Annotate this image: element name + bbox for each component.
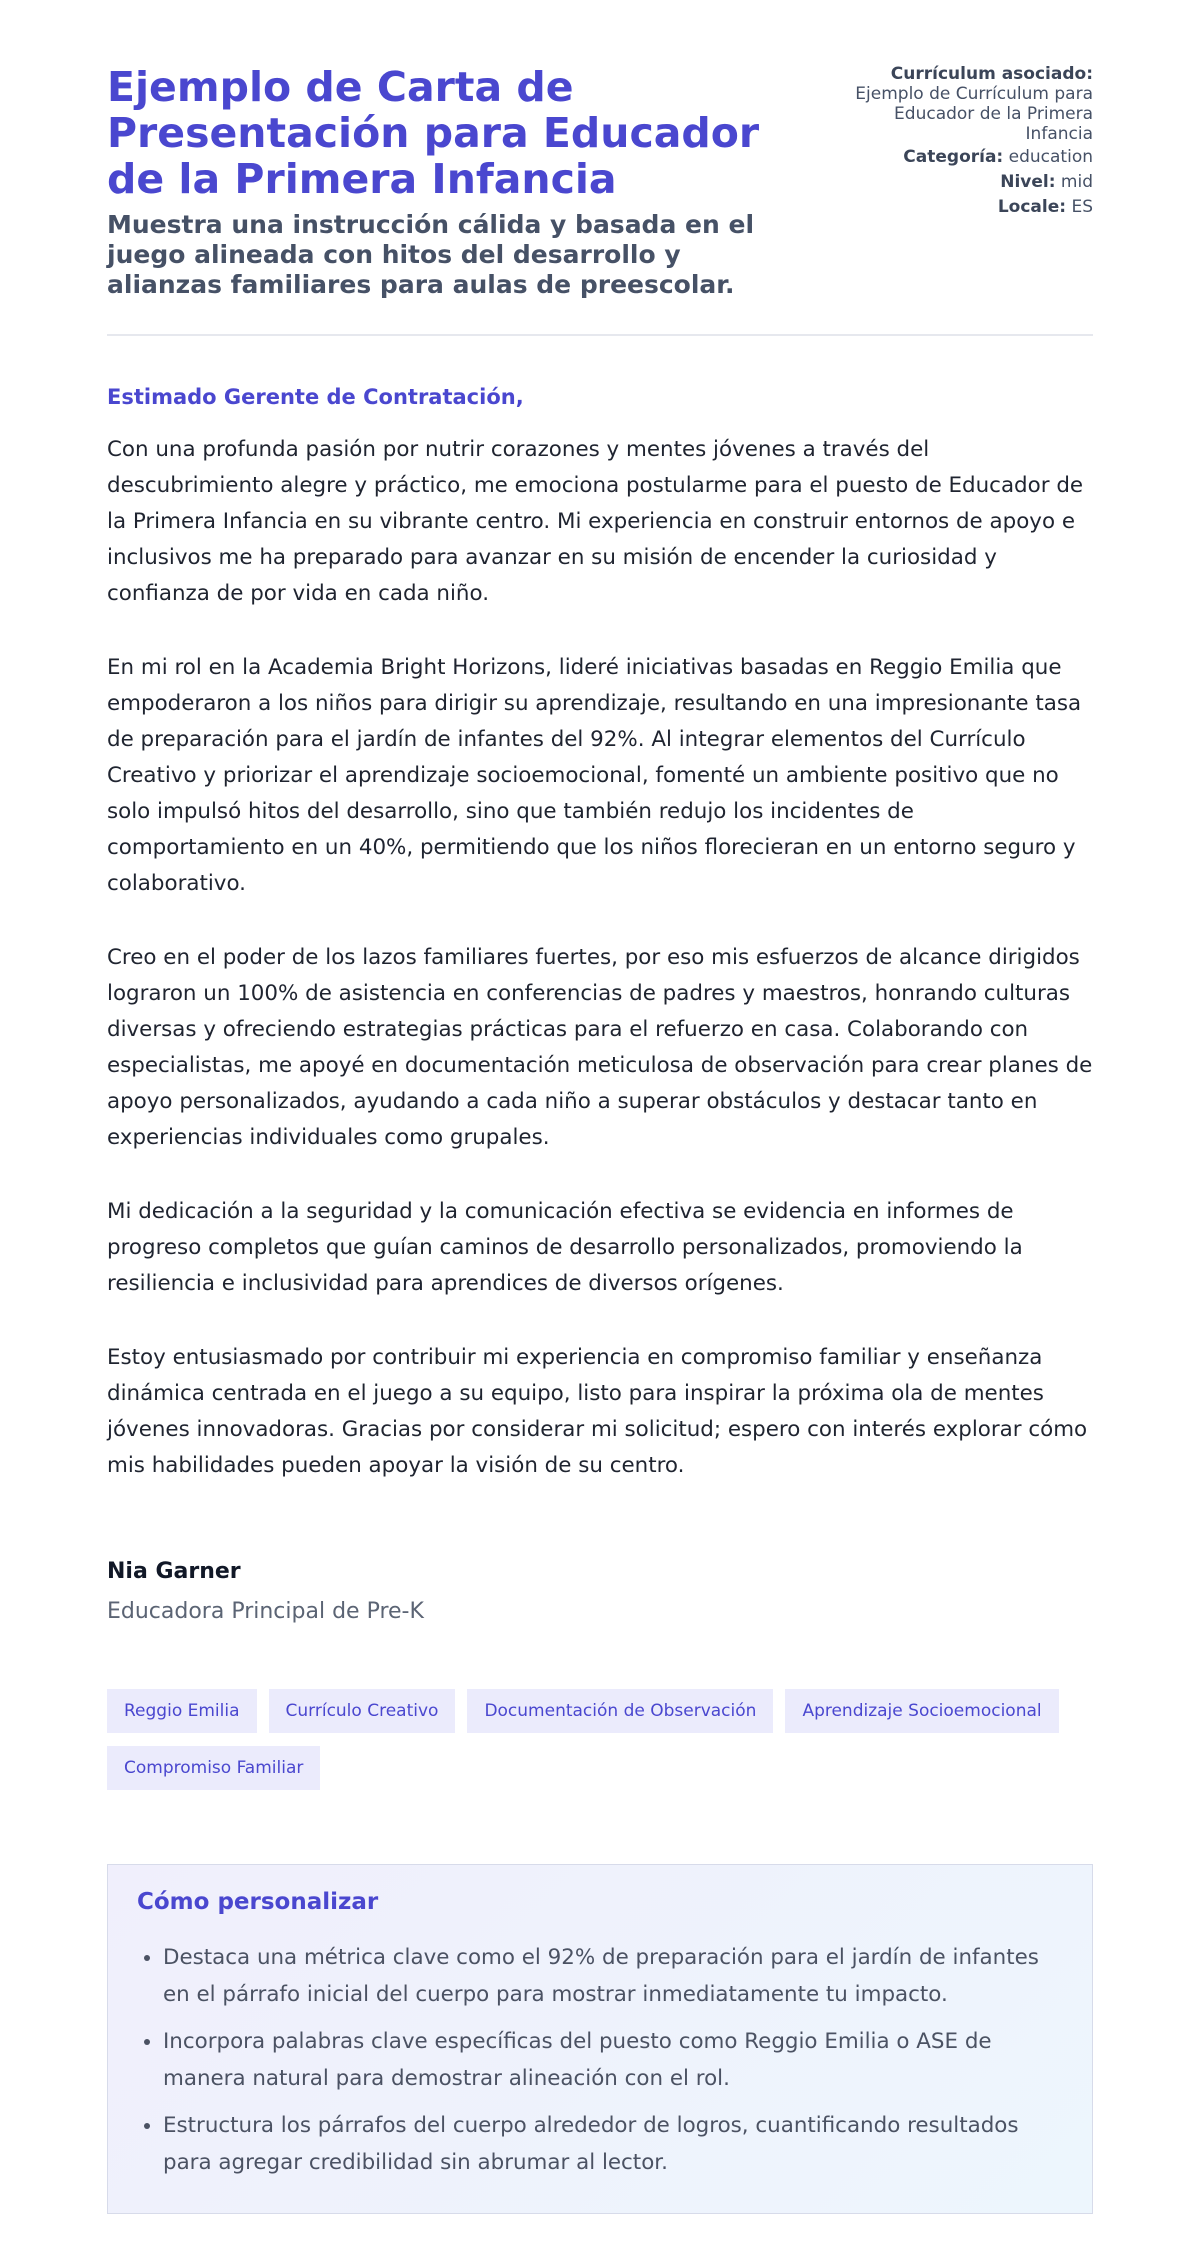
meta-category-value: education [1008, 147, 1093, 167]
skill-tag: Compromiso Familiar [107, 1746, 320, 1790]
header [107, 64, 1093, 300]
meta-resume-label: Currículum asociado: [890, 64, 1093, 84]
letter-paragraph: Mi dedicación a la seguridad y la comunicación efectiva se evidencia en informes de progreso completos que guían caminos de desarrollo personalizados, promoviendo la resiliencia e inclusividad para aprendices de diversos orígenes. [107, 1199, 1023, 1296]
letter-paragraph: En mi rol en la Academia Bright Horizons, lideré iniciativas basadas en Reggio Emilia que empoderaron a los niños para dirigir su aprendizaje, resultando en una impresionante tasa de preparación para el jardín de infantes del 92%. Al integrar elementos del Currículo Creativo y priorizar el aprendizaje socioemocional, fomenté un ambiente positivo que no solo impulsó hitos del desarrollo, sino que también redujo los incidentes de comportamiento en un 40%, permitiendo que los niños florecieran en un entorno seguro y colaborativo. [107, 655, 1082, 896]
salutation: Estimado Gerente de Contratación, [107, 385, 524, 409]
letter-paragraph: Creo en el poder de los lazos familiares fuertes, por eso mis esfuerzos de alcance dirigidos lograron un 100% de asistencia en conferencias de padres y maestros, honrando culturas diversas y ofreciendo estrategias prácticas para el refuerzo en casa. Colaborando con especialistas, me apoyé en documentación meticulosa de observación para crear planes de apoyo personalizados, ayudando a cada niño a superar obstáculos y destacar tanto en experiencias individuales como grupales. [107, 945, 1093, 1150]
meta-category-label: Categoría: [903, 147, 1004, 167]
meta-resume-value: Ejemplo de Currículum para Educador de la Primera Infancia [855, 84, 1093, 144]
meta-category [843, 147, 1093, 167]
page-subtitle: Muestra una instrucción cálida y basada en el juego alineada con hitos del desarrollo y alianzas familiares para aulas de preescolar. [107, 210, 755, 299]
skill-tag: Currículo Creativo [269, 1689, 456, 1733]
tip-item: • Estructura los párrafos del cuerpo alrededor de logros, cuantificando resultados para agregar credibilidad sin abrumar al lector. [163, 2107, 1063, 2181]
meta-locale [843, 197, 1093, 217]
page-title: Ejemplo de Carta de Presentación para Educador de la Primera Infancia [107, 63, 760, 203]
skill-tag: Reggio Emilia [107, 1689, 257, 1733]
tip-item: • Destaca una métrica clave como el 92% de preparación para el jardín de infantes en el párrafo inicial del cuerpo para mostrar inmediatamente tu impacto. [163, 1939, 1063, 2013]
header-titles [107, 64, 797, 300]
letter-body [107, 432, 1093, 1484]
meta-level [843, 172, 1093, 192]
tips-list [137, 1939, 1063, 2181]
skill-tag: Documentación de Observación [467, 1689, 773, 1733]
tips-heading: Cómo personalizar [137, 1889, 379, 1915]
meta-resume [843, 64, 1093, 144]
letter-paragraph: Con una profunda pasión por nutrir corazones y mentes jóvenes a través del descubrimiento alegre y práctico, me emociona postularme para el puesto de Educador de la Primera Infancia en su vibrante centro. Mi experiencia en construir entornos de apoyo e inclusivos me ha preparado para avanzar en su misión de encender la curiosidad y confianza de por vida en cada niño. [107, 437, 1084, 606]
signature-name: Nia Garner [107, 1559, 241, 1584]
meta-level-label: Nivel: [1000, 172, 1056, 192]
letter-paragraph: Estoy entusiasmado por contribuir mi experiencia en compromiso familiar y enseñanza dinámica centrada en el juego a su equipo, listo para inspirar la próxima ola de mentes jóvenes innovadoras. Gracias por considerar mi solicitud; espero con interés explorar cómo mis habilidades pueden apoyar la visión de su centro. [107, 1345, 1088, 1478]
skill-tags [107, 1689, 1097, 1790]
meta-locale-value: ES [1071, 197, 1093, 217]
customization-tips-box [107, 1864, 1093, 2214]
skill-tag: Aprendizaje Socioemocional [785, 1689, 1058, 1733]
meta-level-value: mid [1060, 172, 1093, 192]
meta-locale-label: Locale: [997, 197, 1067, 217]
signature-title: Educadora Principal de Pre-K [107, 1599, 424, 1624]
header-divider [107, 334, 1093, 336]
tip-item: • Incorpora palabras clave específicas del puesto como Reggio Emilia o ASE de manera natural para demostrar alineación con el rol. [163, 2023, 1063, 2097]
metadata-panel [843, 64, 1093, 222]
